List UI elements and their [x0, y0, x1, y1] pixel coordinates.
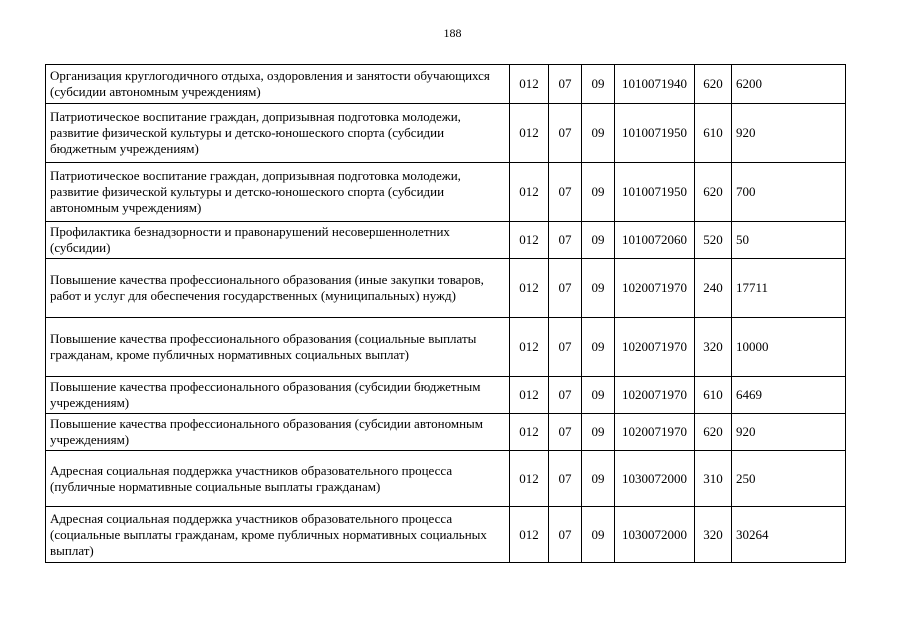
table-row — [46, 414, 846, 451]
expense-type-code: 240 — [695, 259, 732, 318]
amount-value: 6200 — [732, 65, 846, 104]
subsection-code: 09 — [582, 222, 615, 259]
section-code: 07 — [549, 377, 582, 414]
table-row — [46, 377, 846, 414]
section-code: 07 — [549, 222, 582, 259]
row-description: Адресная социальная поддержка участников образовательного процесса (публичные нормативные социальные выплаты гражданам) — [46, 451, 510, 507]
section-code: 07 — [549, 414, 582, 451]
row-description: Адресная социальная поддержка участников образовательного процесса (социальные выплаты гражданам, кроме публичных нормативных социальных выплат) — [46, 507, 510, 563]
table-row — [46, 259, 846, 318]
target-article-code: 1030072000 — [615, 451, 695, 507]
amount-value: 700 — [732, 163, 846, 222]
row-description: Повышение качества профессионального образования (субсидии автономным учреждениям) — [46, 414, 510, 451]
amount-value: 6469 — [732, 377, 846, 414]
target-article-code: 1020071970 — [615, 414, 695, 451]
subsection-code: 09 — [582, 377, 615, 414]
expense-type-code: 310 — [695, 451, 732, 507]
expense-type-code: 610 — [695, 377, 732, 414]
ministry-code: 012 — [510, 259, 549, 318]
expense-type-code: 620 — [695, 414, 732, 451]
section-code: 07 — [549, 507, 582, 563]
table-row — [46, 318, 846, 377]
row-description: Повышение качества профессионального образования (социальные выплаты гражданам, кроме публичных нормативных социальных выплат) — [46, 318, 510, 377]
ministry-code: 012 — [510, 104, 549, 163]
table-row — [46, 163, 846, 222]
expense-type-code: 320 — [695, 507, 732, 563]
subsection-code: 09 — [582, 104, 615, 163]
target-article-code: 1010071950 — [615, 104, 695, 163]
section-code: 07 — [549, 104, 582, 163]
section-code: 07 — [549, 318, 582, 377]
ministry-code: 012 — [510, 163, 549, 222]
amount-value: 10000 — [732, 318, 846, 377]
section-code: 07 — [549, 163, 582, 222]
table-row — [46, 507, 846, 563]
target-article-code: 1010072060 — [615, 222, 695, 259]
expense-type-code: 610 — [695, 104, 732, 163]
amount-value: 250 — [732, 451, 846, 507]
row-description: Повышение качества профессионального образования (субсидии бюджетным учреждениям) — [46, 377, 510, 414]
ministry-code: 012 — [510, 414, 549, 451]
ministry-code: 012 — [510, 451, 549, 507]
subsection-code: 09 — [582, 65, 615, 104]
page-number: 188 — [443, 26, 462, 40]
row-description: Профилактика безнадзорности и правонарушений несовершеннолетних (субсидии) — [46, 222, 510, 259]
row-description: Патриотическое воспитание граждан, допризывная подготовка молодежи, развитие физической культуры и детско-юношеского спорта (субсидии бюджетным учреждениям) — [46, 104, 510, 163]
amount-value: 30264 — [732, 507, 846, 563]
amount-value: 920 — [732, 414, 846, 451]
amount-value: 920 — [732, 104, 846, 163]
subsection-code: 09 — [582, 318, 615, 377]
ministry-code: 012 — [510, 318, 549, 377]
expense-type-code: 320 — [695, 318, 732, 377]
budget-table — [45, 64, 846, 563]
section-code: 07 — [549, 451, 582, 507]
ministry-code: 012 — [510, 65, 549, 104]
ministry-code: 012 — [510, 222, 549, 259]
row-description: Организация круглогодичного отдыха, оздоровления и занятости обучающихся (субсидии автономным учреждениям) — [46, 65, 510, 104]
table-row — [46, 222, 846, 259]
expense-type-code: 620 — [695, 163, 732, 222]
table-row — [46, 451, 846, 507]
target-article-code: 1020071970 — [615, 377, 695, 414]
subsection-code: 09 — [582, 259, 615, 318]
table-row — [46, 65, 846, 104]
subsection-code: 09 — [582, 414, 615, 451]
ministry-code: 012 — [510, 377, 549, 414]
row-description: Повышение качества профессионального образования (иные закупки товаров, работ и услуг для обеспечения государственных (муниципальных) нужд) — [46, 259, 510, 318]
subsection-code: 09 — [582, 507, 615, 563]
section-code: 07 — [549, 65, 582, 104]
target-article-code: 1010071940 — [615, 65, 695, 104]
target-article-code: 1030072000 — [615, 507, 695, 563]
amount-value: 50 — [732, 222, 846, 259]
row-description: Патриотическое воспитание граждан, допризывная подготовка молодежи, развитие физической культуры и детско-юношеского спорта (субсидии автономным учреждениям) — [46, 163, 510, 222]
target-article-code: 1010071950 — [615, 163, 695, 222]
expense-type-code: 520 — [695, 222, 732, 259]
subsection-code: 09 — [582, 451, 615, 507]
ministry-code: 012 — [510, 507, 549, 563]
target-article-code: 1020071970 — [615, 318, 695, 377]
section-code: 07 — [549, 259, 582, 318]
target-article-code: 1020071970 — [615, 259, 695, 318]
expense-type-code: 620 — [695, 65, 732, 104]
table-row — [46, 104, 846, 163]
amount-value: 17711 — [732, 259, 846, 318]
subsection-code: 09 — [582, 163, 615, 222]
